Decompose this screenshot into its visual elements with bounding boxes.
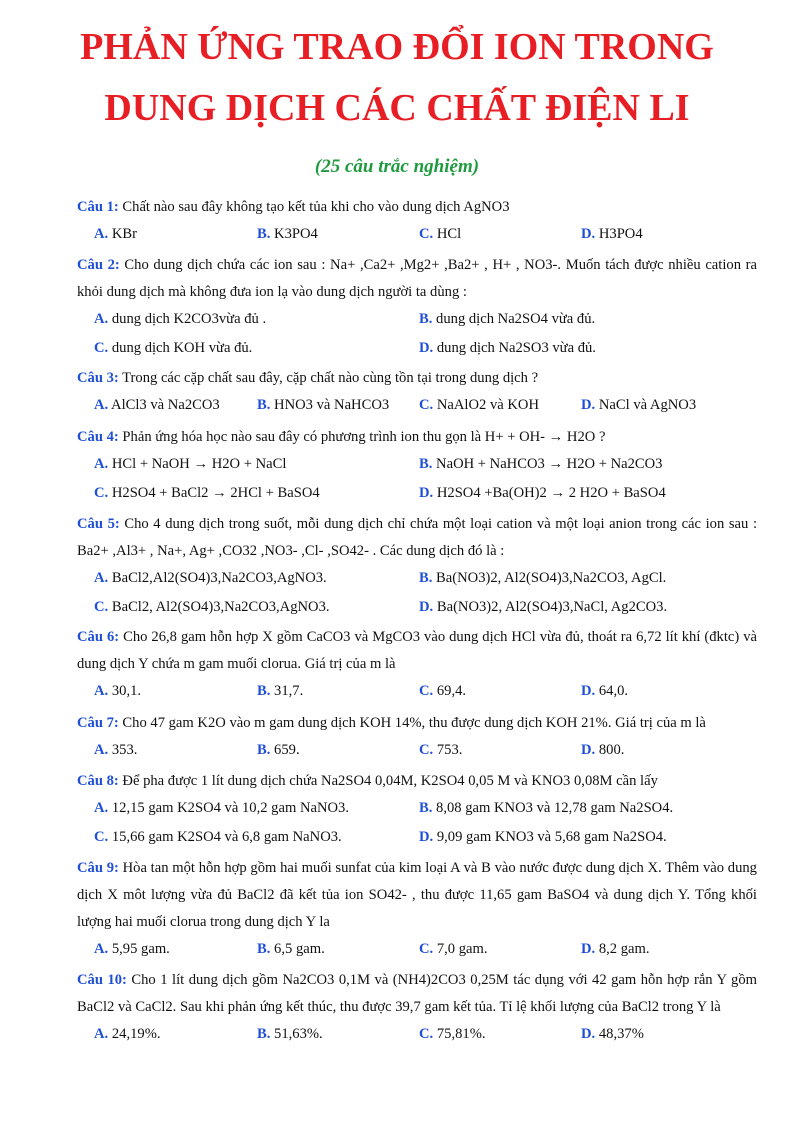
option-text: HCl + NaOH → H2O + NaCl xyxy=(111,456,287,472)
option-text: dung dịch KOH vừa đủ. xyxy=(111,340,253,356)
option-text: dung dịch K2CO3vừa đủ . xyxy=(111,311,267,327)
options-grid xyxy=(77,451,757,509)
question-9 xyxy=(77,855,757,965)
option-text: 8,08 gam KNO3 và 12,78 gam Na2SO4. xyxy=(436,800,674,816)
option-letter: C. xyxy=(419,941,434,957)
option-c[interactable] xyxy=(419,221,461,248)
options-row xyxy=(77,678,757,707)
options-row xyxy=(77,221,757,250)
option-text: 48,37% xyxy=(598,1026,644,1042)
option-text: 753. xyxy=(436,742,463,758)
question-text xyxy=(77,967,757,1021)
question-stem: Cho 47 gam K2O vào m gam dung dịch KOH 14%, thu được dung dịch KOH 21%. Giá trị của m là xyxy=(122,715,706,731)
option-letter: D. xyxy=(581,397,596,413)
option-letter: A. xyxy=(94,683,109,699)
option-letter: B. xyxy=(419,456,433,472)
option-letter: B. xyxy=(257,397,271,413)
options-row xyxy=(77,1021,757,1050)
question-stem: Cho 26,8 gam hỗn hợp X gồm CaCO3 và MgCO3 vào dung dịch HCl vừa đủ, thoát ra 6,72 lít khí (đktc) và dung dịch Y chứa m gam muối clorua. Giá trị của m là xyxy=(77,629,757,672)
question-stem: Phản ứng hóa học nào sau đây có phương trình ion thu gọn là H+ + OH- → H2O ? xyxy=(122,429,606,445)
question-label: Câu 5: xyxy=(77,516,120,532)
option-text: AlCl3 và Na2CO3 xyxy=(111,397,220,413)
option-c[interactable] xyxy=(419,936,488,963)
option-c[interactable] xyxy=(419,392,539,419)
option-letter: D. xyxy=(581,1026,596,1042)
option-d[interactable] xyxy=(581,678,628,705)
question-8 xyxy=(77,768,757,853)
options-grid xyxy=(77,565,757,623)
option-text: 64,0. xyxy=(598,683,629,699)
option-text: BaCl2,Al2(SO4)3,Na2CO3,AgNO3. xyxy=(111,570,327,586)
option-b[interactable] xyxy=(419,451,662,478)
option-text: Ba(NO3)2, Al2(SO4)3,Na2CO3, AgCl. xyxy=(436,570,667,586)
option-letter: A. xyxy=(94,226,109,242)
page-subtitle: (25 câu trắc nghiệm) xyxy=(314,156,480,177)
question-3 xyxy=(77,365,757,421)
option-d[interactable] xyxy=(419,824,667,851)
option-a[interactable] xyxy=(94,565,327,592)
option-text: 75,81%. xyxy=(436,1026,486,1042)
option-b[interactable] xyxy=(257,221,318,248)
option-a[interactable] xyxy=(94,221,137,248)
option-a[interactable] xyxy=(94,1021,161,1048)
option-text: 12,15 gam K2SO4 và 10,2 gam NaNO3. xyxy=(111,800,349,816)
question-stem: Để pha được 1 lít dung dịch chứa Na2SO4 0,04M, K2SO4 0,05 M và KNO3 0,08M cần lấy xyxy=(122,773,658,789)
option-d[interactable] xyxy=(419,480,666,507)
option-a[interactable] xyxy=(94,936,170,963)
option-d[interactable] xyxy=(581,392,696,419)
option-letter: B. xyxy=(257,1026,271,1042)
option-text: 5,95 gam. xyxy=(111,941,170,957)
option-a[interactable] xyxy=(94,392,220,419)
options-grid xyxy=(77,795,757,853)
option-letter: D. xyxy=(581,683,596,699)
question-text xyxy=(77,365,757,392)
question-stem: Hòa tan một hỗn hợp gồm hai muối sunfat của kim loại A và B vào nước được dung dịch X. Thêm vào dung dịch X môt lượng vừa đủ BaCl2 đã kết tủa ion SO42- , thu được 11,65 gam BaSO4 và dung dịch Y. Tổng khối lượng hai muối clorua trong dung dịch Y la xyxy=(77,860,757,930)
question-6 xyxy=(77,624,757,707)
option-c[interactable] xyxy=(94,480,320,507)
option-letter: A. xyxy=(94,397,109,413)
option-text: 69,4. xyxy=(436,683,467,699)
question-5 xyxy=(77,511,757,623)
option-letter: C. xyxy=(419,226,434,242)
option-letter: D. xyxy=(419,829,434,845)
option-letter: C. xyxy=(94,599,109,615)
option-letter: B. xyxy=(419,800,433,816)
option-letter: A. xyxy=(94,742,109,758)
options-row xyxy=(77,392,757,421)
option-text: 800. xyxy=(598,742,625,758)
option-text: dung dịch Na2SO3 vừa đủ. xyxy=(436,340,596,356)
option-letter: B. xyxy=(257,683,271,699)
question-label: Câu 6: xyxy=(77,629,120,645)
option-a[interactable] xyxy=(94,306,266,333)
option-b[interactable] xyxy=(257,1021,323,1048)
option-d[interactable] xyxy=(581,737,624,764)
option-letter: B. xyxy=(257,226,271,242)
option-text: BaCl2, Al2(SO4)3,Na2CO3,AgNO3. xyxy=(111,599,330,615)
question-label: Câu 4: xyxy=(77,429,119,445)
option-d[interactable] xyxy=(419,335,596,362)
question-2 xyxy=(77,252,757,364)
option-text: NaCl và AgNO3 xyxy=(598,397,697,413)
option-text: NaAlO2 và KOH xyxy=(436,397,539,413)
option-text: dung dịch Na2SO4 vừa đủ. xyxy=(436,311,596,327)
option-c[interactable] xyxy=(419,678,466,705)
option-a[interactable] xyxy=(94,737,137,764)
option-letter: B. xyxy=(257,941,271,957)
option-text: 7,0 gam. xyxy=(436,941,488,957)
option-text: 30,1. xyxy=(111,683,142,699)
option-text: KBr xyxy=(111,226,137,242)
option-a[interactable] xyxy=(94,678,141,705)
option-letter: C. xyxy=(419,397,434,413)
option-letter: D. xyxy=(419,599,434,615)
question-text xyxy=(77,710,757,737)
option-d[interactable] xyxy=(581,1021,644,1048)
option-letter: C. xyxy=(94,829,109,845)
option-letter: C. xyxy=(94,340,109,356)
question-1 xyxy=(77,194,757,250)
question-label: Câu 7: xyxy=(77,715,119,731)
option-letter: D. xyxy=(419,340,434,356)
option-a[interactable] xyxy=(94,795,349,822)
question-text xyxy=(77,194,757,221)
option-c[interactable] xyxy=(419,1021,486,1048)
question-label: Câu 10: xyxy=(77,972,127,988)
option-text: H2SO4 + BaCl2 → 2HCl + BaSO4 xyxy=(111,485,320,501)
option-d[interactable] xyxy=(581,936,650,963)
option-text: HCl xyxy=(436,226,462,242)
option-text: Ba(NO3)2, Al2(SO4)3,NaCl, Ag2CO3. xyxy=(436,599,668,615)
options-row xyxy=(77,737,757,766)
option-text: NaOH + NaHCO3 → H2O + Na2CO3 xyxy=(436,456,663,472)
option-text: 51,63%. xyxy=(274,1026,323,1042)
option-letter: A. xyxy=(94,311,109,327)
question-label: Câu 9: xyxy=(77,860,119,876)
option-letter: C. xyxy=(94,485,109,501)
option-letter: B. xyxy=(257,742,271,758)
question-10 xyxy=(77,967,757,1050)
option-text: 24,19%. xyxy=(111,1026,161,1042)
option-letter: A. xyxy=(94,570,109,586)
option-letter: D. xyxy=(581,226,596,242)
question-label: Câu 2: xyxy=(77,257,120,273)
options-grid xyxy=(77,306,757,364)
option-text: 9,09 gam KNO3 và 5,68 gam Na2SO4. xyxy=(436,829,667,845)
question-stem: Chất nào sau đây không tạo kết tủa khi cho vào dung dịch AgNO3 xyxy=(122,199,510,215)
question-text xyxy=(77,855,757,936)
option-letter: B. xyxy=(419,570,433,586)
option-b[interactable] xyxy=(257,737,300,764)
question-text xyxy=(77,624,757,678)
option-b[interactable] xyxy=(257,678,303,705)
page-title-line-1: PHẢN ỨNG TRAO ĐỔI ION TRONG xyxy=(80,26,714,68)
option-text: 6,5 gam. xyxy=(274,941,325,957)
option-b[interactable] xyxy=(419,795,673,822)
option-letter: A. xyxy=(94,941,109,957)
question-text xyxy=(77,252,757,306)
option-letter: B. xyxy=(419,311,433,327)
option-letter: C. xyxy=(419,742,434,758)
option-text: 8,2 gam. xyxy=(598,941,650,957)
question-text xyxy=(77,511,757,565)
option-b[interactable] xyxy=(419,565,666,592)
question-label: Câu 3: xyxy=(77,370,119,386)
page-title-line-2: DUNG DỊCH CÁC CHẤT ĐIỆN LI xyxy=(104,87,690,129)
question-stem: Cho 1 lít dung dịch gồm Na2CO3 0,1M và (NH4)2CO3 0,25M tác dụng với 42 gam hỗn hợp rắn Y gồm BaCl2 và CaCl2. Sau khi phản ứng kết thúc, thu được 39,7 gam kết tủa. Tỉ lệ khối lượng của BaCl2 trong Y là xyxy=(77,972,757,1015)
question-label: Câu 1: xyxy=(77,199,119,215)
option-d[interactable] xyxy=(419,594,667,621)
option-c[interactable] xyxy=(419,737,462,764)
option-text: H2SO4 +Ba(OH)2 → 2 H2O + BaSO4 xyxy=(436,485,666,501)
option-text: 353. xyxy=(111,742,138,758)
question-stem: Cho 4 dung dịch trong suốt, mỗi dung dịch chỉ chứa một loại cation và một loại anion trong các ion sau : Ba2+ ,Al3+ , Na+, Ag+ ,CO32 ,NO3- ,Cl- ,SO42- . Các dung dịch đó là : xyxy=(77,516,757,559)
option-letter: A. xyxy=(94,1026,109,1042)
options-row xyxy=(77,936,757,965)
question-stem: Trong các cặp chất sau đây, cặp chất nào cùng tồn tại trong dung dịch ? xyxy=(122,370,539,386)
question-7 xyxy=(77,710,757,766)
option-letter: A. xyxy=(94,456,109,472)
question-text xyxy=(77,768,757,795)
option-letter: C. xyxy=(419,683,434,699)
option-letter: D. xyxy=(419,485,434,501)
option-d[interactable] xyxy=(581,221,643,248)
option-text: H3PO4 xyxy=(598,226,643,242)
option-a[interactable] xyxy=(94,451,286,478)
option-letter: D. xyxy=(581,941,596,957)
question-4 xyxy=(77,424,757,509)
option-c[interactable] xyxy=(94,335,252,362)
option-letter: A. xyxy=(94,800,109,816)
option-text: 659. xyxy=(274,742,300,758)
question-label: Câu 8: xyxy=(77,773,119,789)
option-b[interactable] xyxy=(419,306,595,333)
option-letter: C. xyxy=(419,1026,434,1042)
option-text: 15,66 gam K2SO4 và 6,8 gam NaNO3. xyxy=(111,829,342,845)
option-letter: D. xyxy=(581,742,596,758)
option-text: HNO3 và NaHCO3 xyxy=(274,397,390,413)
option-b[interactable] xyxy=(257,936,325,963)
question-text xyxy=(77,424,757,451)
option-b[interactable] xyxy=(257,392,389,419)
option-text: 31,7. xyxy=(274,683,304,699)
option-c[interactable] xyxy=(94,824,342,851)
option-c[interactable] xyxy=(94,594,330,621)
question-stem: Cho dung dịch chứa các ion sau : Na+ ,Ca2+ ,Mg2+ ,Ba2+ , H+ , NO3-. Muốn tách được nhiều cation ra khỏi dung dịch mà không đưa ion lạ vào dung dịch người ta dùng : xyxy=(77,257,757,300)
option-text: K3PO4 xyxy=(274,226,318,242)
